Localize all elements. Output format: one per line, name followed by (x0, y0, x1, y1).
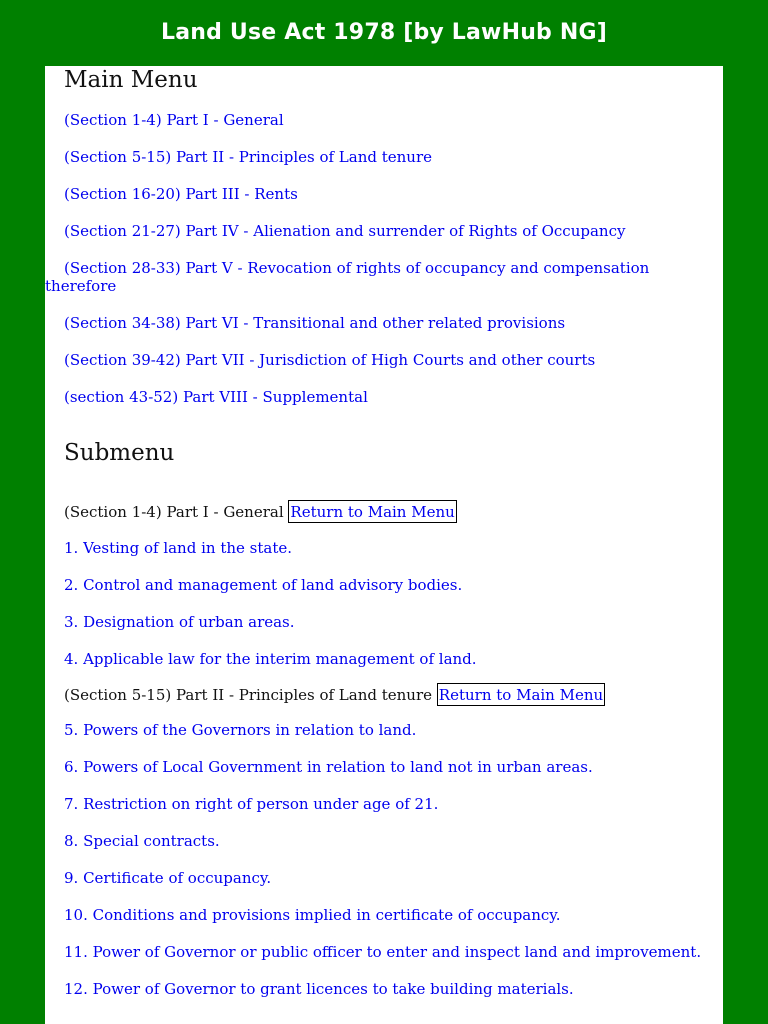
submenu-link-section-4[interactable]: 4. Applicable law for the interim management of land. (64, 650, 477, 668)
submenu-title: Submenu (64, 440, 175, 466)
submenu-group-label: (Section 5-15) Part II - Principles of Land tenure (64, 686, 433, 704)
submenu-link-section-11[interactable]: 11. Power of Governor or public officer to enter and inspect land and improvement. (64, 943, 702, 961)
page-header (0, 0, 768, 66)
submenu-group-heading (45, 683, 723, 706)
main-menu-link-part-7[interactable]: (Section 39-42) Part VII - Jurisdiction of High Courts and other courts (64, 351, 596, 369)
submenu-link-section-5[interactable]: 5. Powers of the Governors in relation to land. (64, 721, 417, 739)
submenu-link-section-7[interactable]: 7. Restriction on right of person under age of 21. (64, 795, 439, 813)
submenu-link-section-3[interactable]: 3. Designation of urban areas. (64, 613, 295, 631)
page-title: Land Use Act 1978 [by LawHub NG] (160, 19, 607, 45)
main-menu-link-part-2[interactable]: (Section 5-15) Part II - Principles of Land tenure (64, 148, 433, 166)
submenu-link-section-12[interactable]: 12. Power of Governor to grant licences to take building materials. (64, 980, 574, 998)
submenu-link-section-2[interactable]: 2. Control and management of land advisory bodies. (64, 576, 463, 594)
return-to-main-menu-button[interactable]: Return to Main Menu (437, 683, 605, 706)
main-menu-link-part-6[interactable]: (Section 34-38) Part VI - Transitional and other related provisions (64, 314, 566, 332)
main-menu-link-part-4[interactable]: (Section 21-27) Part IV - Alienation and surrender of Rights of Occupancy (64, 222, 626, 240)
submenu-list (45, 500, 723, 998)
main-menu-link-part-8[interactable]: (section 43-52) Part VIII - Supplemental (64, 388, 368, 406)
submenu-link-section-9[interactable]: 9. Certificate of occupancy. (64, 869, 272, 887)
main-menu-list (45, 111, 723, 406)
main-menu-link-part-5[interactable]: (Section 28-33) Part V - Revocation of rights of occupancy and compensation therefore (45, 259, 650, 295)
submenu-group-heading (45, 500, 723, 523)
submenu-link-section-1[interactable]: 1. Vesting of land in the state. (64, 539, 292, 557)
submenu-link-section-6[interactable]: 6. Powers of Local Government in relation to land not in urban areas. (64, 758, 593, 776)
submenu-link-section-8[interactable]: 8. Special contracts. (64, 832, 220, 850)
content-panel (45, 66, 723, 1024)
submenu-link-section-10[interactable]: 10. Conditions and provisions implied in certificate of occupancy. (64, 906, 561, 924)
return-to-main-menu-button[interactable]: Return to Main Menu (288, 500, 456, 523)
submenu-group-label: (Section 1-4) Part I - General (64, 503, 284, 521)
main-menu-link-part-3[interactable]: (Section 16-20) Part III - Rents (64, 185, 298, 203)
main-menu-title: Main Menu (64, 67, 198, 93)
main-menu-link-part-1[interactable]: (Section 1-4) Part I - General (64, 111, 284, 129)
